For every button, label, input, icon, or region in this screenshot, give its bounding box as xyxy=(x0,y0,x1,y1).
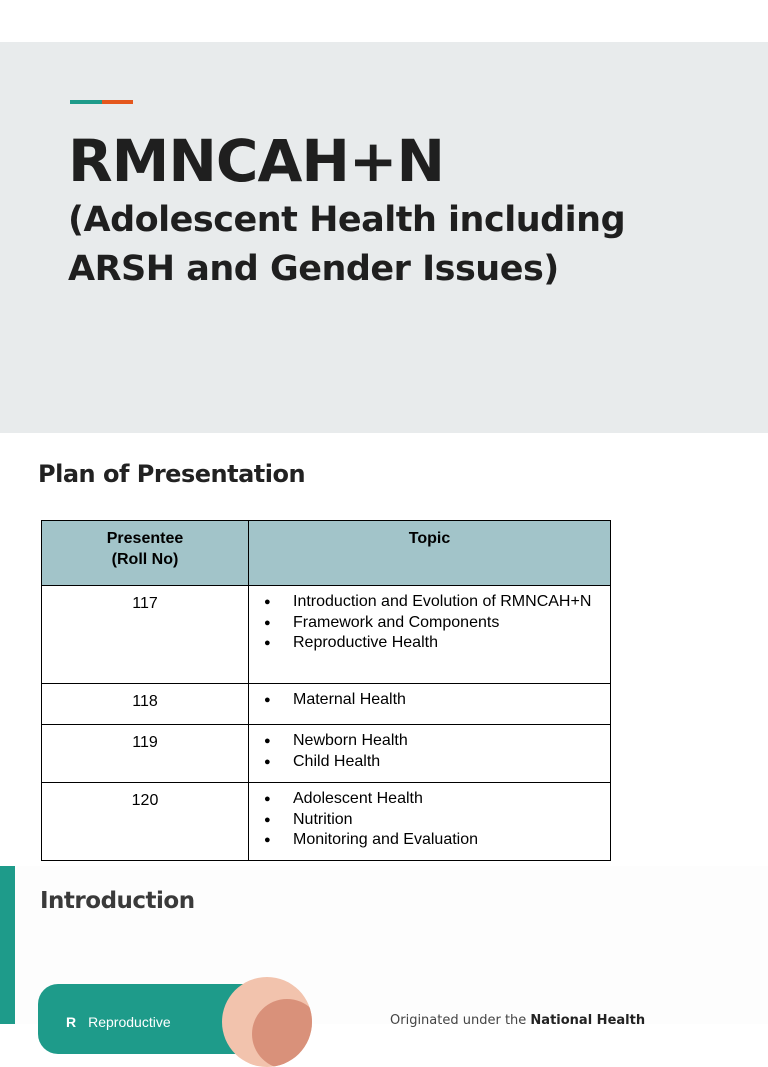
side-accent-bar xyxy=(0,866,15,1024)
topics-cell xyxy=(249,783,611,861)
illustration-circle xyxy=(222,977,312,1067)
topic-item: ● Introduction and Evolution of RMNCAH+N xyxy=(249,592,602,613)
accent-bar-orange xyxy=(102,100,133,104)
r-component-label xyxy=(66,1014,171,1030)
plan-title: Plan of Presentation xyxy=(38,460,306,488)
accent-bar-teal xyxy=(70,100,102,104)
topic-item: ● Maternal Health xyxy=(249,690,602,711)
r-letter: R xyxy=(66,1014,77,1030)
introduction-title: Introduction xyxy=(40,888,195,914)
header-presentee xyxy=(42,521,249,586)
topic-list xyxy=(249,592,602,654)
topic-list xyxy=(249,731,602,772)
roll-cell: 120 xyxy=(42,783,249,861)
topic-item: ● Monitoring and Evaluation xyxy=(249,830,602,851)
origin-text xyxy=(390,1013,645,1028)
table-header-row xyxy=(42,521,611,586)
table-row xyxy=(42,684,611,725)
origin-text-prefix: Originated under the xyxy=(390,1013,531,1028)
origin-text-bold: National Health xyxy=(530,1013,646,1028)
table-row xyxy=(42,783,611,861)
roll-cell: 118 xyxy=(42,684,249,725)
header-topic: Topic xyxy=(249,521,611,586)
topics-cell xyxy=(249,586,611,684)
plan-table xyxy=(41,520,611,861)
topic-item: ● Adolescent Health xyxy=(249,789,602,810)
topic-item: ● Reproductive Health xyxy=(249,633,602,654)
topics-cell xyxy=(249,725,611,783)
header-presentee-label: Presentee xyxy=(106,530,184,547)
introduction-slide xyxy=(0,866,768,1030)
topic-item: ● Child Health xyxy=(249,752,602,773)
title-slide xyxy=(0,42,768,433)
table-row xyxy=(42,725,611,783)
table-row xyxy=(42,586,611,684)
plan-slide xyxy=(0,433,768,866)
roll-cell: 117 xyxy=(42,586,249,684)
header-roll-label: (Roll No) xyxy=(111,551,179,568)
topic-item: ● Newborn Health xyxy=(249,731,602,752)
topics-cell xyxy=(249,684,611,725)
topic-list xyxy=(249,690,602,711)
illustration-shade xyxy=(252,999,312,1067)
topic-list xyxy=(249,789,602,851)
r-label: Reproductive xyxy=(88,1014,171,1030)
topic-item: ● Framework and Components xyxy=(249,613,602,634)
slide-title: RMNCAH+N xyxy=(68,127,445,195)
slide-subtitle: (Adolescent Health including ARSH and Gender Issues) xyxy=(68,200,626,289)
topic-item: ● Nutrition xyxy=(249,810,602,831)
roll-cell: 119 xyxy=(42,725,249,783)
